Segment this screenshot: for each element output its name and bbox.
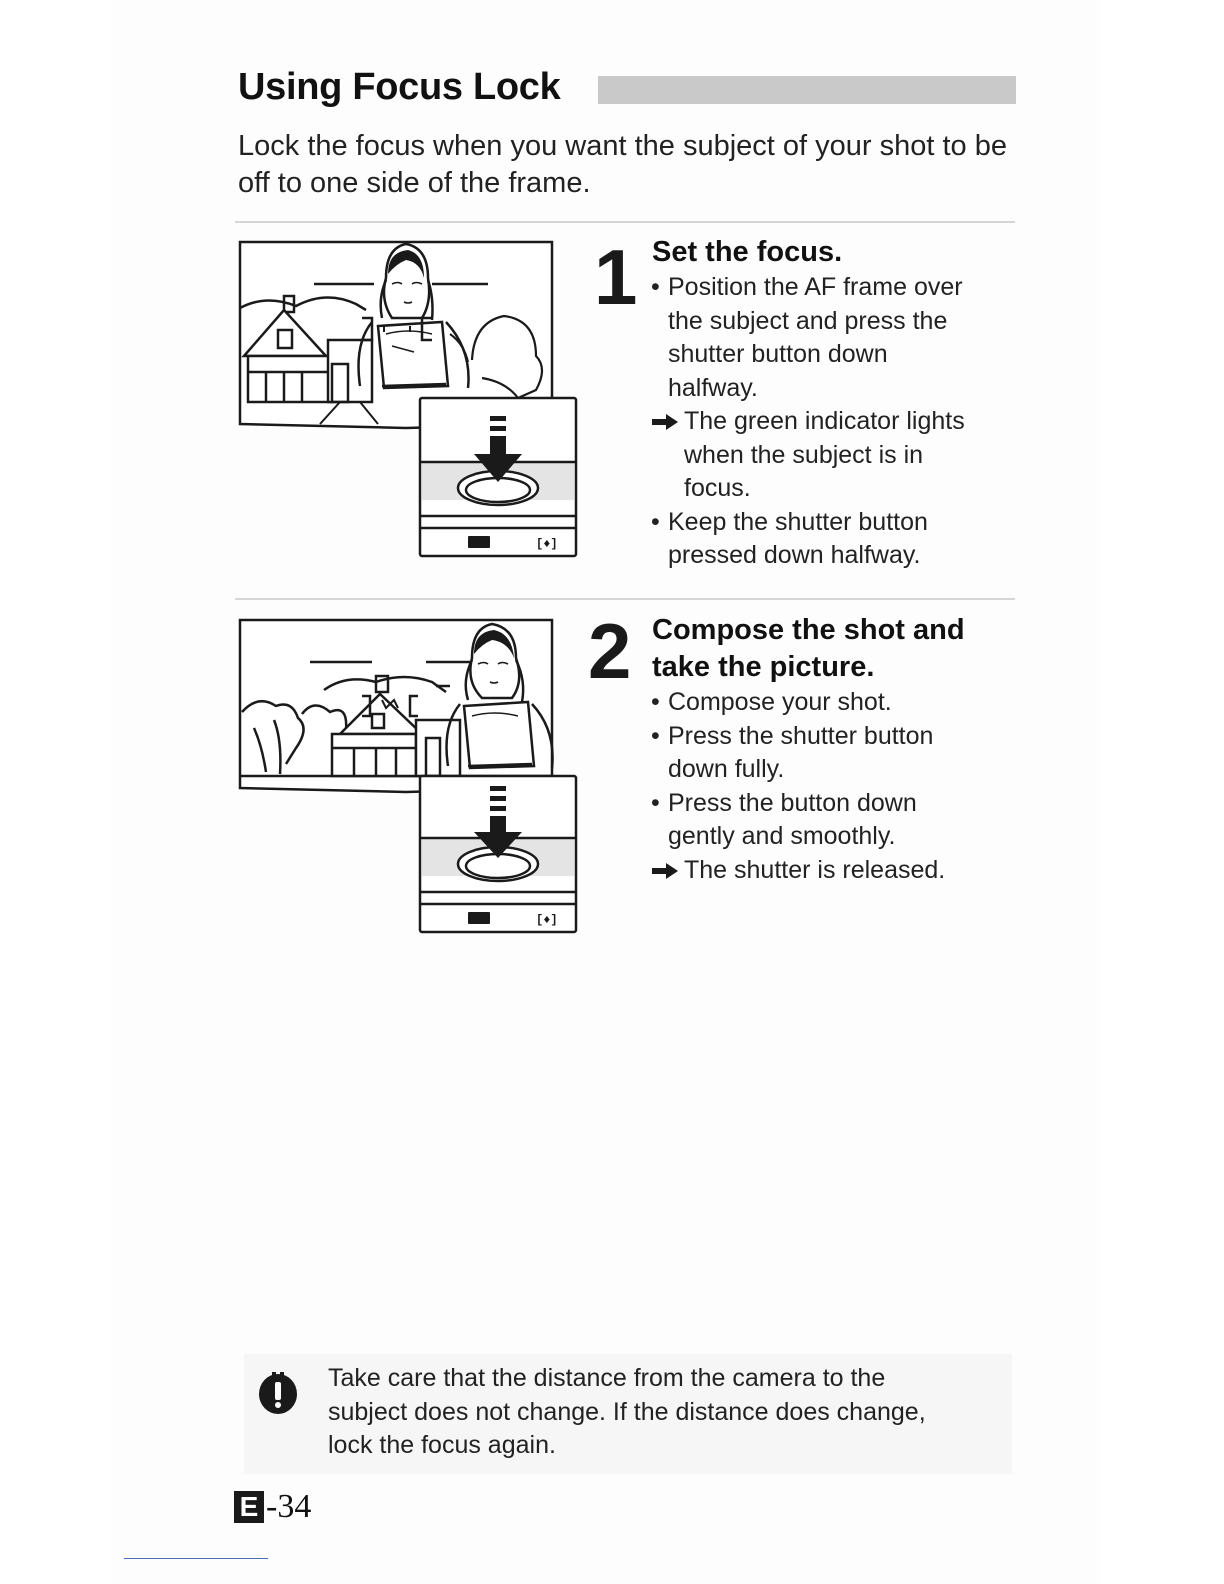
caution-icon (254, 1368, 302, 1416)
step-1-result-line: The green indicator lights (684, 407, 965, 435)
step-1-title-line: Set the focus. (652, 236, 843, 268)
step-1-illustration (236, 238, 581, 560)
step-2-item-line: • Press the shutter button (668, 721, 934, 750)
caution-text-line: lock the focus again. (328, 1431, 556, 1459)
step-1-item-line: • Keep the shutter button (668, 507, 928, 536)
step-2-item (652, 720, 1012, 787)
step-1-instructions (652, 271, 1012, 573)
step-1-item-line: halfway. (668, 373, 758, 402)
intro-text: Lock the focus when you want the subject of your shot to be off to one side of the frame. (238, 130, 1007, 199)
step-2-item (652, 686, 1012, 720)
step-1-result-line: focus. (684, 474, 751, 502)
step-2-title (652, 612, 965, 686)
step-2-result-line: The shutter is released. (684, 855, 946, 884)
step-2-illustration (236, 616, 581, 938)
step-2-item (652, 787, 1012, 854)
title-bar-decoration (598, 76, 1016, 104)
svg-text:[♦]: [♦] (536, 537, 558, 551)
step-1-title (652, 234, 842, 271)
page-number (234, 1490, 311, 1530)
scan-edge-line (124, 1558, 268, 1559)
result-arrow-icon (652, 414, 678, 430)
step-2-result (652, 854, 1012, 888)
page-number-value: -34 (266, 1488, 312, 1525)
page-title: Using Focus Lock (238, 66, 561, 108)
step-2-item-line: • Compose your shot. (668, 688, 892, 716)
step-1-result (652, 405, 1012, 506)
caution-text-line: Take care that the distance from the camera to the (328, 1364, 886, 1392)
step-2-item-line: gently and smoothly. (668, 822, 896, 850)
step-1-item (652, 271, 1012, 405)
step-2-item-line: • Press the button down (668, 788, 917, 817)
step-2-number: 2 (588, 607, 632, 695)
result-arrow-icon (652, 863, 678, 879)
viewfinder-and-shutter-illustration-2 (236, 616, 581, 938)
step-2-item-line: down fully. (668, 755, 785, 783)
caution-text (328, 1362, 1008, 1463)
step-1-number: 1 (594, 233, 638, 321)
section-divider (235, 598, 1015, 600)
step-1-item-line: pressed down halfway. (668, 541, 921, 569)
step-1-item (652, 506, 1012, 573)
caution-text-line: subject does not change. If the distance does change, (328, 1397, 926, 1426)
step-1-item-line: shutter button down (668, 340, 888, 368)
step-1-item-line: • Position the AF frame over (668, 273, 963, 301)
step-2-title-line: Compose the shot and (652, 614, 965, 646)
section-divider (235, 221, 1015, 223)
svg-text:[♦]: [♦] (536, 913, 558, 927)
step-2-instructions (652, 686, 1012, 887)
step-1-item-line: the subject and press the (668, 306, 948, 335)
viewfinder-and-shutter-illustration-1 (236, 238, 581, 560)
language-badge: E (234, 1491, 264, 1523)
step-2-title-line: take the picture. (652, 651, 875, 683)
step-1-result-line: when the subject is in (684, 440, 924, 469)
